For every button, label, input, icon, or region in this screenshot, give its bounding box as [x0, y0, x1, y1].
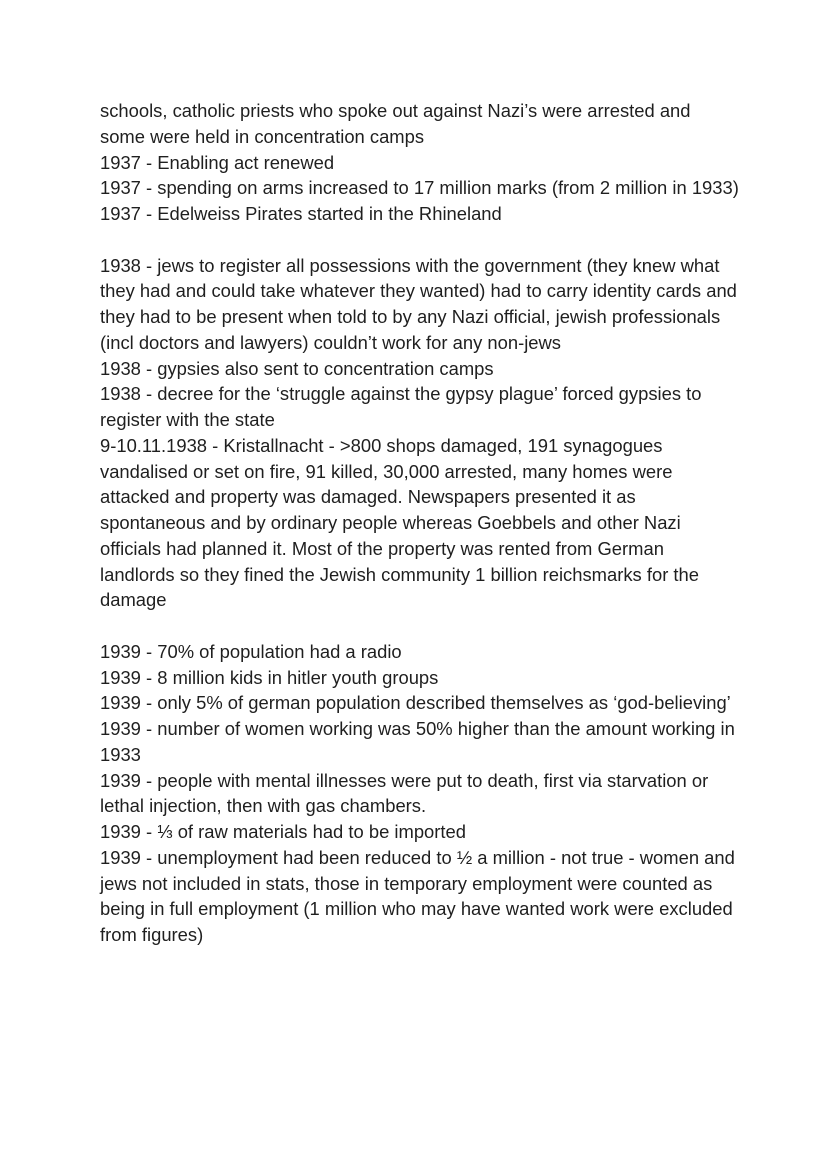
paragraph-catholic-priests: schools, catholic priests who spoke out against Nazi’s were arrested and some were held in concentration camps [100, 100, 691, 147]
paragraph-god-believing: 1939 - only 5% of german population described themselves as ‘god-believing’ [100, 692, 731, 714]
paragraph-radio: 1939 - 70% of population had a radio [100, 640, 402, 662]
paragraph-gap [100, 227, 740, 253]
document-page [100, 98, 740, 948]
paragraph-raw-materials: 1939 - ⅓ of raw materials had to be imported [100, 821, 466, 842]
paragraph-hitler-youth: 1939 - 8 million kids in hitler youth groups [100, 666, 439, 688]
section-1938 [100, 253, 740, 614]
paragraph-gypsies-camps: 1938 - gypsies also sent to concentration camps [100, 357, 494, 379]
paragraph-edelweiss-pirates: 1937 - Edelweiss Pirates started in the Rhineland [100, 203, 502, 224]
paragraph-unemployment: 1939 - unemployment had been reduced to ½ a million - not true - women and jews not included in stats, those in temporary employment were counted as being in full employment (1 million who may have wanted work were excluded from figures) [100, 846, 735, 945]
paragraph-women-working: 1939 - number of women working was 50% higher than the amount working in 1933 [100, 718, 735, 765]
section-1937 [100, 98, 740, 227]
paragraph-arms-spending: 1937 - spending on arms increased to 17 million marks (from 2 million in 1933) [100, 177, 739, 199]
paragraph-mental-illness: 1939 - people with mental illnesses were put to death, first via starvation or lethal injection, then with gas chambers. [100, 769, 709, 817]
paragraph-kristallnacht: 9-10.11.1938 - Kristallnacht - >800 shops damaged, 191 synagogues vandalised or set on fire, 91 killed, 30,000 arrested, many homes were attacked and property was damaged. Newspapers presented it as spontaneous and by ordinary people whereas Goebbels and other Nazi officials had planned it. Most of the property was rented from German landlords so they fined the Jewish community 1 billion reichsmarks for the damage [100, 434, 699, 611]
paragraph-gap [100, 613, 740, 639]
section-1939 [100, 639, 740, 948]
paragraph-jews-register: 1938 - jews to register all possessions with the government (they knew what they had and could take whatever they wanted) had to carry identity cards and they had to be present when told to by any Nazi official, jewish professionals (incl doctors and lawyers) couldn’t work for any non-jews [100, 254, 737, 353]
paragraph-enabling-act: 1937 - Enabling act renewed [100, 151, 335, 173]
paragraph-gypsy-decree: 1938 - decree for the ‘struggle against the gypsy plague’ forced gypsies to register with the state [100, 383, 702, 430]
